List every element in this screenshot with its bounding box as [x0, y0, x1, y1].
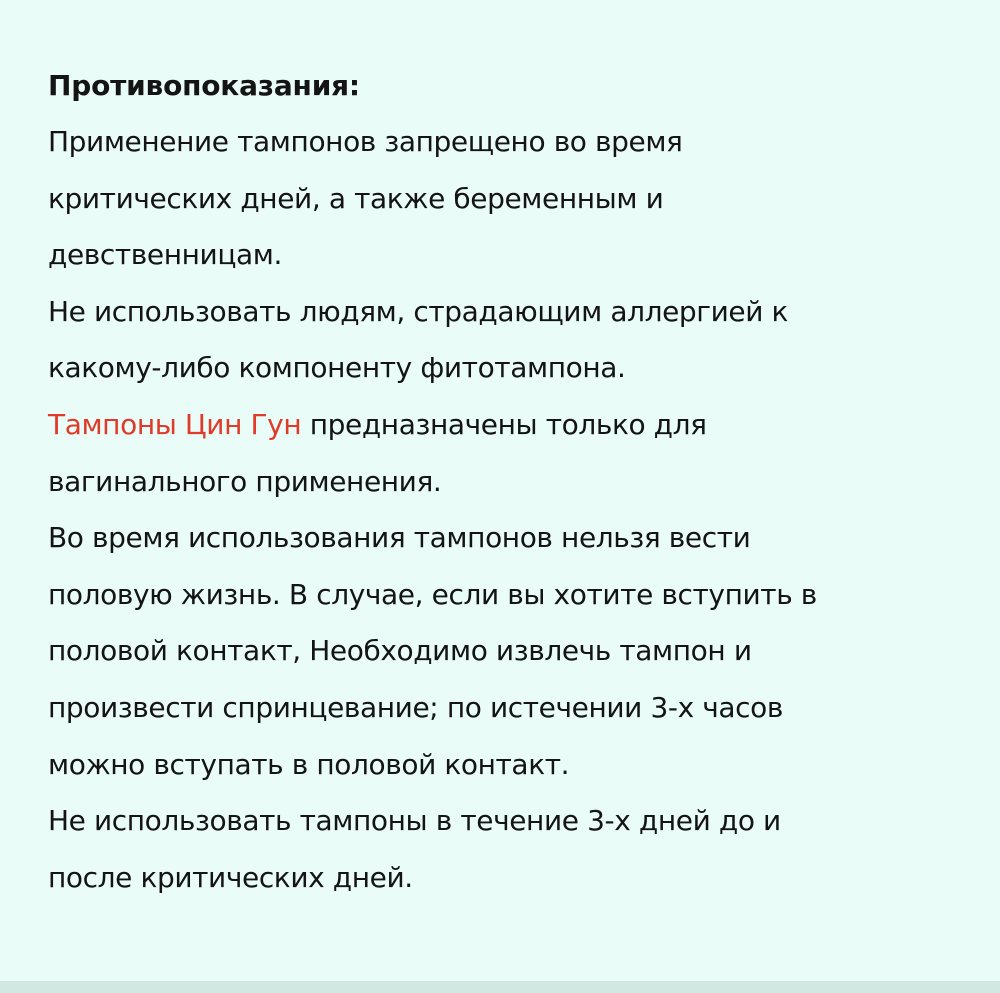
text-line: Не использовать людям, страдающим аллергией к	[48, 294, 789, 328]
text-line: произвести спринцевание; по истечении 3-х часов	[48, 690, 783, 724]
highlight-line	[48, 397, 968, 454]
text-line: половую жизнь. В случае, если вы хотите вступить в	[48, 577, 817, 611]
product-name-highlight: Тампоны Цин Гун	[48, 407, 302, 441]
bottom-divider-bar	[0, 981, 1000, 993]
text-line: после критических дней.	[48, 860, 413, 894]
text-line: вагинального применения.	[48, 464, 442, 498]
contraindications-section	[48, 58, 968, 906]
highlight-line-rest: предназначены только для	[301, 407, 707, 441]
text-line: какому-либо компоненту фитотампона.	[48, 351, 626, 385]
text-line: можно вступать в половой контакт.	[48, 747, 570, 781]
text-line: Во время использования тампонов нельзя вести	[48, 521, 751, 555]
text-line: половой контакт, Необходимо извлечь тампон и	[48, 634, 752, 668]
text-line: Не использовать тампоны в течение 3-х дней до и	[48, 804, 781, 838]
text-line: критических дней, а также беременным и	[48, 181, 664, 215]
text-line: Применение тампонов запрещено во время	[48, 125, 683, 158]
section-heading: Противопоказания:	[48, 69, 360, 102]
text-line: девственницам.	[48, 238, 282, 272]
